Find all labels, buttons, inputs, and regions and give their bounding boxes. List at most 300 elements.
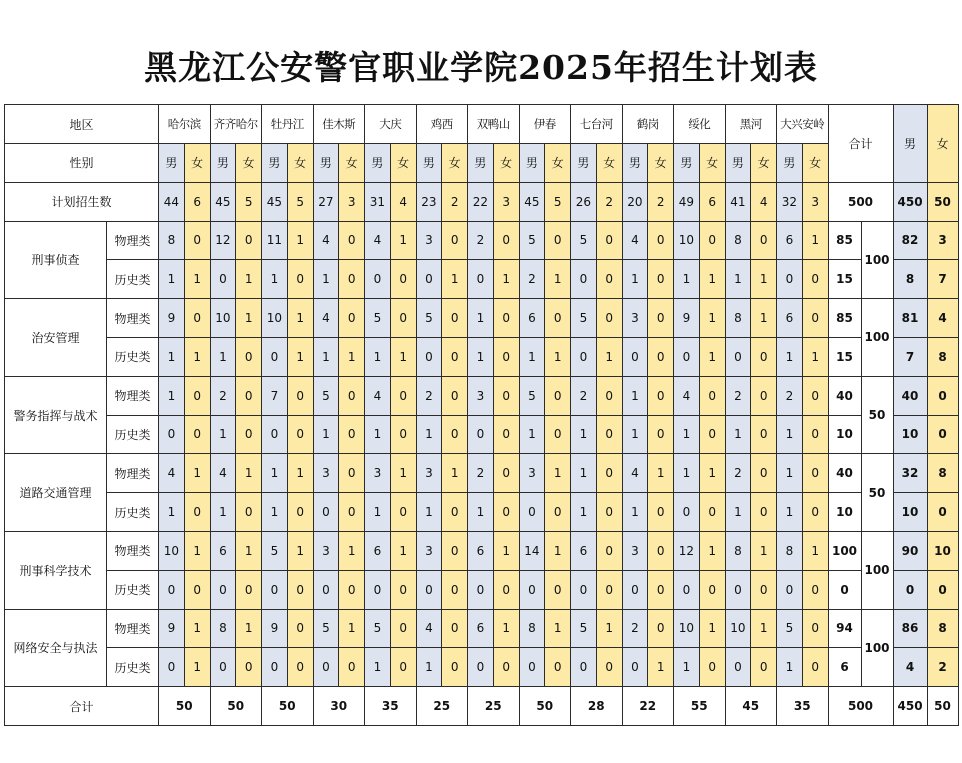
quota-value: 1 (545, 454, 571, 493)
quota-value: 0 (519, 648, 545, 687)
quota-value: 0 (493, 570, 519, 609)
plan-total: 500 (828, 182, 893, 221)
quota-value: 0 (725, 337, 751, 376)
quota-value: 2 (519, 260, 545, 299)
quota-value: 0 (442, 648, 468, 687)
track-label: 历史类 (107, 337, 159, 376)
quota-value: 0 (596, 531, 622, 570)
quota-value: 0 (699, 415, 725, 454)
track-male-total: 81 (893, 299, 927, 338)
quota-value: 2 (725, 454, 751, 493)
quota-value: 1 (777, 337, 803, 376)
track-label: 物理类 (107, 299, 159, 338)
quota-value: 0 (262, 337, 288, 376)
gender-male: 男 (313, 144, 339, 183)
quota-value: 0 (493, 493, 519, 532)
track-female-total: 8 (927, 454, 958, 493)
quota-value: 1 (725, 260, 751, 299)
region-total: 55 (674, 687, 726, 726)
quota-value: 0 (390, 299, 416, 338)
plan-value: 2 (648, 182, 674, 221)
quota-value: 0 (493, 299, 519, 338)
quota-value: 0 (287, 415, 313, 454)
major-total: 50 (861, 376, 893, 454)
quota-value: 1 (699, 531, 725, 570)
track-label: 历史类 (107, 415, 159, 454)
quota-value: 1 (545, 609, 571, 648)
plan-value: 31 (365, 182, 391, 221)
major-name: 治安管理 (5, 299, 107, 377)
quota-value: 0 (751, 221, 777, 260)
grand-female-total: 50 (927, 687, 958, 726)
quota-value: 0 (545, 299, 571, 338)
quota-value: 0 (184, 299, 210, 338)
quota-value: 0 (493, 221, 519, 260)
quota-value: 0 (648, 493, 674, 532)
quota-value: 0 (390, 648, 416, 687)
quota-value: 1 (699, 454, 725, 493)
table-row (5, 415, 959, 454)
quota-value: 0 (596, 221, 622, 260)
track-female-total: 0 (927, 376, 958, 415)
quota-value: 0 (236, 648, 262, 687)
quota-value: 1 (571, 493, 597, 532)
quota-value: 0 (210, 648, 236, 687)
total-header: 合计 (828, 105, 893, 183)
plan-value: 45 (262, 182, 288, 221)
region-name: 鸡西 (416, 105, 468, 144)
enrollment-plan-table (4, 104, 959, 726)
plan-label: 计划招生数 (5, 182, 159, 221)
quota-value: 1 (519, 415, 545, 454)
quota-value: 0 (339, 454, 365, 493)
quota-value: 10 (725, 609, 751, 648)
quota-value: 6 (365, 531, 391, 570)
quota-value: 1 (751, 260, 777, 299)
quota-value: 1 (159, 260, 185, 299)
quota-value: 1 (184, 609, 210, 648)
plan-value: 23 (416, 182, 442, 221)
track-label: 历史类 (107, 570, 159, 609)
track-label: 物理类 (107, 531, 159, 570)
quota-value: 1 (674, 415, 700, 454)
quota-value: 5 (313, 609, 339, 648)
quota-value: 1 (236, 260, 262, 299)
gender-header-label: 性别 (5, 144, 159, 183)
quota-value: 1 (287, 454, 313, 493)
gender-female: 女 (596, 144, 622, 183)
quota-value: 0 (262, 415, 288, 454)
quota-value: 1 (596, 609, 622, 648)
region-total: 25 (468, 687, 520, 726)
quota-value: 0 (390, 570, 416, 609)
quota-value: 2 (416, 376, 442, 415)
track-male-total: 4 (893, 648, 927, 687)
quota-value: 1 (442, 454, 468, 493)
plan-value: 5 (545, 182, 571, 221)
track-female-total: 3 (927, 221, 958, 260)
quota-value: 0 (287, 493, 313, 532)
quota-value: 0 (442, 493, 468, 532)
gender-male: 男 (571, 144, 597, 183)
quota-value: 1 (390, 221, 416, 260)
quota-value: 0 (596, 415, 622, 454)
region-name: 佳木斯 (313, 105, 365, 144)
quota-value: 4 (313, 221, 339, 260)
track-female-total: 7 (927, 260, 958, 299)
quota-value: 0 (648, 221, 674, 260)
quota-value: 2 (571, 376, 597, 415)
quota-value: 0 (442, 570, 468, 609)
quota-value: 8 (159, 221, 185, 260)
gender-male: 男 (725, 144, 751, 183)
track-female-total: 4 (927, 299, 958, 338)
quota-value: 1 (674, 454, 700, 493)
plan-value: 26 (571, 182, 597, 221)
plan-value: 49 (674, 182, 700, 221)
track-total: 94 (828, 609, 861, 648)
gender-female: 女 (184, 144, 210, 183)
quota-value: 1 (725, 415, 751, 454)
region-total: 28 (571, 687, 623, 726)
quota-value: 0 (545, 570, 571, 609)
quota-value: 1 (313, 260, 339, 299)
quota-value: 0 (236, 337, 262, 376)
track-total: 85 (828, 221, 861, 260)
quota-value: 0 (442, 299, 468, 338)
region-total: 50 (210, 687, 262, 726)
quota-value: 6 (468, 609, 494, 648)
quota-value: 1 (416, 415, 442, 454)
quota-value: 4 (622, 221, 648, 260)
quota-value: 1 (751, 609, 777, 648)
region-name: 齐齐哈尔 (210, 105, 262, 144)
gender-female: 女 (699, 144, 725, 183)
table-row (5, 570, 959, 609)
gender-male: 男 (159, 144, 185, 183)
quota-value: 0 (674, 570, 700, 609)
quota-value: 0 (184, 415, 210, 454)
quota-value: 12 (210, 221, 236, 260)
quota-value: 0 (596, 260, 622, 299)
table-row (5, 221, 959, 260)
quota-value: 1 (287, 531, 313, 570)
quota-value: 1 (802, 337, 828, 376)
plan-value: 3 (493, 182, 519, 221)
quota-value: 1 (622, 260, 648, 299)
quota-value: 0 (313, 570, 339, 609)
quota-value: 0 (802, 260, 828, 299)
quota-value: 4 (416, 609, 442, 648)
quota-value: 1 (365, 493, 391, 532)
quota-value: 0 (596, 299, 622, 338)
quota-value: 1 (571, 415, 597, 454)
quota-value: 0 (777, 260, 803, 299)
quota-value: 4 (210, 454, 236, 493)
quota-value: 7 (262, 376, 288, 415)
gender-female: 女 (802, 144, 828, 183)
page-title: 黑龙江公安警官职业学院2025年招生计划表 (144, 48, 818, 87)
track-total: 15 (828, 260, 861, 299)
quota-value: 1 (210, 415, 236, 454)
plan-value: 2 (442, 182, 468, 221)
quota-value: 8 (725, 531, 751, 570)
quota-value: 0 (390, 260, 416, 299)
table-row (5, 531, 959, 570)
quota-value: 0 (468, 570, 494, 609)
quota-value: 0 (545, 415, 571, 454)
quota-value: 8 (210, 609, 236, 648)
quota-value: 0 (699, 493, 725, 532)
plan-value: 4 (751, 182, 777, 221)
quota-value: 0 (442, 221, 468, 260)
quota-value: 0 (493, 415, 519, 454)
quota-value: 10 (674, 221, 700, 260)
quota-value: 1 (339, 337, 365, 376)
track-female-total: 0 (927, 493, 958, 532)
quota-value: 0 (442, 609, 468, 648)
plan-value: 5 (287, 182, 313, 221)
quota-value: 0 (545, 493, 571, 532)
quota-value: 1 (159, 337, 185, 376)
quota-value: 1 (622, 493, 648, 532)
grand-total: 500 (828, 687, 893, 726)
quota-value: 9 (674, 299, 700, 338)
track-female-total: 0 (927, 570, 958, 609)
quota-value: 3 (519, 454, 545, 493)
major-total: 100 (861, 221, 893, 299)
quota-value: 3 (416, 531, 442, 570)
quota-value: 0 (751, 454, 777, 493)
track-total: 10 (828, 415, 861, 454)
quota-value: 3 (416, 454, 442, 493)
gender-female: 女 (545, 144, 571, 183)
quota-value: 1 (184, 454, 210, 493)
track-male-total: 90 (893, 531, 927, 570)
gender-male: 男 (674, 144, 700, 183)
quota-value: 0 (236, 221, 262, 260)
quota-value: 1 (699, 337, 725, 376)
quota-value: 0 (545, 648, 571, 687)
region-total: 35 (365, 687, 417, 726)
quota-value: 1 (519, 337, 545, 376)
quota-value: 0 (674, 337, 700, 376)
region-total: 35 (777, 687, 829, 726)
quota-value: 1 (365, 648, 391, 687)
quota-value: 0 (339, 260, 365, 299)
quota-value: 0 (751, 376, 777, 415)
quota-value: 5 (313, 376, 339, 415)
table-row (5, 337, 959, 376)
quota-value: 3 (622, 531, 648, 570)
quota-value: 0 (236, 570, 262, 609)
track-label: 物理类 (107, 221, 159, 260)
quota-value: 0 (751, 415, 777, 454)
region-name: 七台河 (571, 105, 623, 144)
plan-value: 45 (210, 182, 236, 221)
quota-value: 1 (365, 337, 391, 376)
quota-value: 4 (365, 221, 391, 260)
quota-value: 3 (622, 299, 648, 338)
quota-value: 0 (210, 260, 236, 299)
male-header: 男 (893, 105, 927, 183)
quota-value: 10 (210, 299, 236, 338)
quota-value: 5 (777, 609, 803, 648)
gender-female: 女 (648, 144, 674, 183)
quota-value: 2 (468, 221, 494, 260)
quota-value: 0 (725, 570, 751, 609)
quota-value: 1 (545, 260, 571, 299)
track-female-total: 2 (927, 648, 958, 687)
quota-value: 1 (262, 260, 288, 299)
region-name: 牡丹江 (262, 105, 314, 144)
major-total: 100 (861, 609, 893, 687)
plan-male-total: 450 (893, 182, 927, 221)
quota-value: 0 (699, 376, 725, 415)
quota-value: 0 (725, 648, 751, 687)
quota-value: 9 (262, 609, 288, 648)
quota-value: 6 (777, 221, 803, 260)
track-male-total: 86 (893, 609, 927, 648)
quota-value: 0 (468, 260, 494, 299)
quota-value: 0 (287, 260, 313, 299)
gender-male: 男 (519, 144, 545, 183)
quota-value: 2 (725, 376, 751, 415)
quota-value: 0 (699, 221, 725, 260)
plan-value: 20 (622, 182, 648, 221)
track-label: 物理类 (107, 376, 159, 415)
major-name: 网络安全与执法 (5, 609, 107, 687)
major-name: 刑事侦查 (5, 221, 107, 299)
quota-value: 14 (519, 531, 545, 570)
gender-female: 女 (287, 144, 313, 183)
quota-value: 1 (622, 415, 648, 454)
plan-value: 3 (802, 182, 828, 221)
quota-value: 6 (777, 299, 803, 338)
quota-value: 1 (262, 454, 288, 493)
quota-value: 3 (313, 454, 339, 493)
quota-value: 0 (571, 648, 597, 687)
quota-value: 0 (493, 337, 519, 376)
quota-value: 12 (674, 531, 700, 570)
track-female-total: 8 (927, 337, 958, 376)
quota-value: 0 (648, 299, 674, 338)
quota-value: 4 (159, 454, 185, 493)
gender-male: 男 (262, 144, 288, 183)
quota-value: 1 (184, 648, 210, 687)
quota-value: 1 (545, 337, 571, 376)
quota-value: 9 (159, 609, 185, 648)
totals-label: 合计 (5, 687, 159, 726)
quota-value: 0 (184, 221, 210, 260)
quota-value: 0 (236, 415, 262, 454)
quota-value: 0 (648, 260, 674, 299)
region-name: 双鸭山 (468, 105, 520, 144)
quota-value: 2 (622, 609, 648, 648)
quota-value: 0 (802, 493, 828, 532)
gender-male: 男 (365, 144, 391, 183)
quota-value: 1 (159, 376, 185, 415)
plan-value: 22 (468, 182, 494, 221)
quota-value: 0 (571, 570, 597, 609)
gender-female: 女 (236, 144, 262, 183)
quota-value: 0 (468, 648, 494, 687)
quota-value: 0 (339, 415, 365, 454)
quota-value: 1 (339, 531, 365, 570)
plan-value: 44 (159, 182, 185, 221)
quota-value: 5 (519, 221, 545, 260)
region-name: 大庆 (365, 105, 417, 144)
table-row (5, 687, 959, 726)
quota-value: 1 (648, 454, 674, 493)
table-row (5, 609, 959, 648)
gender-male: 男 (210, 144, 236, 183)
quota-value: 0 (365, 570, 391, 609)
quota-value: 5 (365, 299, 391, 338)
plan-female-total: 50 (927, 182, 958, 221)
quota-value: 3 (313, 531, 339, 570)
track-label: 历史类 (107, 260, 159, 299)
track-total: 85 (828, 299, 861, 338)
track-label: 物理类 (107, 609, 159, 648)
quota-value: 1 (493, 260, 519, 299)
quota-value: 0 (339, 221, 365, 260)
quota-value: 1 (468, 299, 494, 338)
quota-value: 0 (648, 415, 674, 454)
quota-value: 0 (802, 609, 828, 648)
quota-value: 8 (725, 221, 751, 260)
quota-value: 8 (519, 609, 545, 648)
quota-value: 0 (365, 260, 391, 299)
quota-value: 6 (571, 531, 597, 570)
quota-value: 0 (802, 376, 828, 415)
quota-value: 0 (648, 609, 674, 648)
quota-value: 1 (493, 531, 519, 570)
quota-value: 0 (596, 648, 622, 687)
quota-value: 0 (442, 415, 468, 454)
major-total: 100 (861, 299, 893, 377)
table-row (5, 260, 959, 299)
plan-value: 2 (596, 182, 622, 221)
quota-value: 0 (262, 648, 288, 687)
plan-value: 5 (236, 182, 262, 221)
track-label: 历史类 (107, 493, 159, 532)
plan-value: 6 (184, 182, 210, 221)
major-total: 100 (861, 531, 893, 609)
quota-value: 1 (313, 337, 339, 376)
quota-value: 2 (468, 454, 494, 493)
quota-value: 0 (777, 570, 803, 609)
region-total: 45 (725, 687, 777, 726)
quota-value: 0 (648, 376, 674, 415)
quota-value: 0 (339, 376, 365, 415)
quota-value: 0 (236, 376, 262, 415)
quota-value: 0 (390, 609, 416, 648)
quota-value: 0 (493, 376, 519, 415)
quota-value: 1 (184, 260, 210, 299)
quota-value: 0 (648, 570, 674, 609)
quota-value: 0 (339, 648, 365, 687)
quota-value: 1 (390, 454, 416, 493)
region-name: 鹤岗 (622, 105, 674, 144)
track-label: 物理类 (107, 454, 159, 493)
quota-value: 4 (365, 376, 391, 415)
quota-value: 8 (777, 531, 803, 570)
quota-value: 1 (571, 454, 597, 493)
quota-value: 1 (699, 299, 725, 338)
quota-value: 1 (596, 337, 622, 376)
region-header-label: 地区 (5, 105, 159, 144)
